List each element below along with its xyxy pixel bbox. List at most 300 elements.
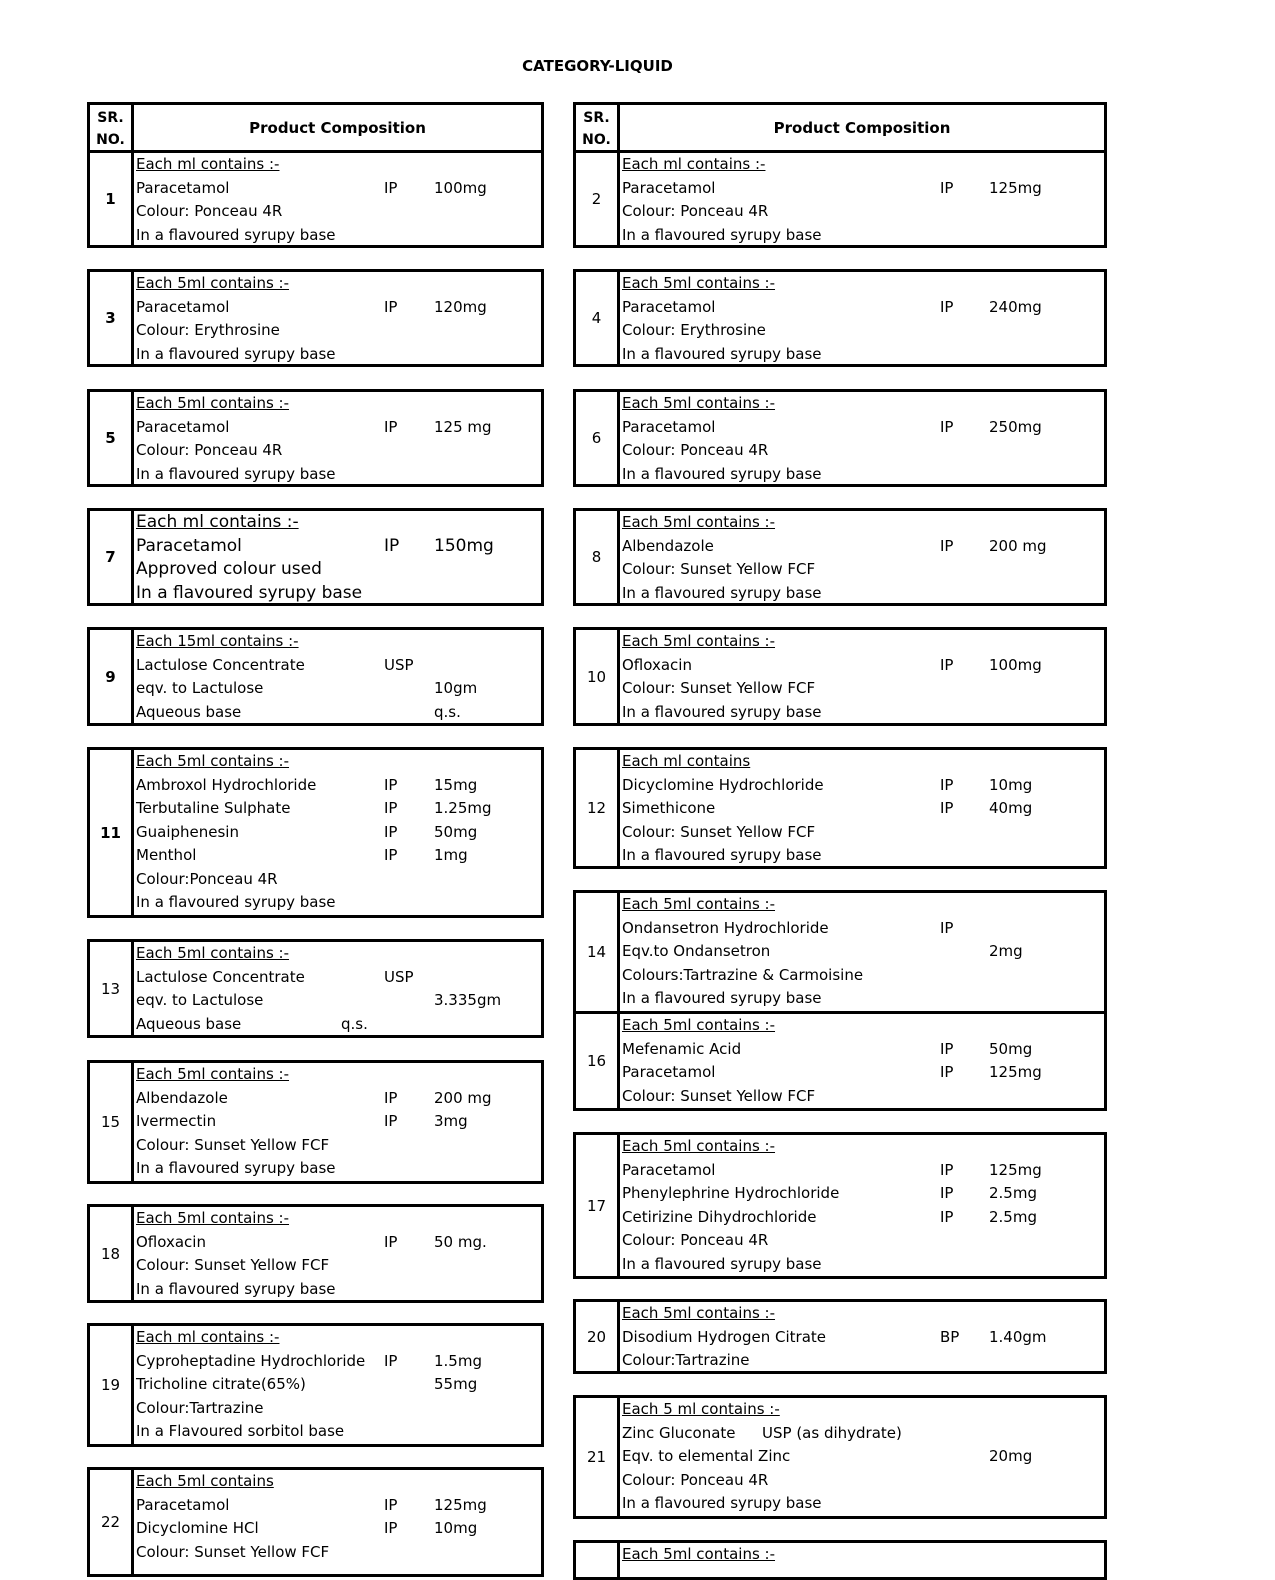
standard-code: IP — [384, 822, 398, 841]
ingredient-name: Eqv.to Ondansetron — [622, 942, 771, 960]
ingredient-name: In a flavoured syrupy base — [136, 225, 336, 244]
product-box — [573, 508, 1107, 606]
ingredient-name: In a flavoured syrupy base — [622, 464, 822, 483]
composition-heading: Each ml contains :- — [136, 155, 280, 173]
composition-line — [622, 177, 1104, 201]
composition-line — [622, 774, 1104, 798]
composition-heading: Each 5ml contains :- — [622, 1545, 776, 1563]
sr-number: 1 — [90, 153, 134, 245]
composition-line — [136, 942, 541, 966]
standard-code: IP — [940, 1039, 954, 1058]
sr-number: 9 — [90, 630, 134, 723]
composition-line — [622, 797, 1104, 821]
ingredient-name: Paracetamol — [136, 1495, 230, 1514]
ingredient-name: Colour:Tartrazine — [622, 1351, 750, 1369]
composition-line — [622, 535, 1104, 559]
product-composition — [134, 1470, 541, 1574]
composition-heading: Each 5ml contains :- — [136, 394, 290, 412]
composition-line — [622, 1253, 1104, 1277]
composition-line — [136, 1350, 541, 1374]
ingredient-name: Colour: Ponceau 4R — [622, 202, 769, 220]
composition-line — [622, 392, 1104, 416]
sr-number: 10 — [576, 630, 620, 723]
standard-code: IP — [940, 799, 954, 817]
standard-code: IP — [384, 846, 398, 864]
standard-code: IP — [940, 536, 954, 555]
ingredient-name: Colour: Sunset Yellow FCF — [622, 560, 816, 578]
composition-line — [136, 654, 541, 678]
composition-heading: Each 5ml contains :- — [622, 394, 776, 412]
composition-heading: Each 5ml contains :- — [136, 1065, 290, 1083]
page-title: CATEGORY-LIQUID — [522, 57, 673, 75]
standard-code: IP — [940, 918, 954, 937]
dose-value: 10mg — [989, 775, 1033, 794]
sr-number: 16 — [576, 1014, 620, 1108]
composition-line — [622, 439, 1104, 463]
ingredient-name: In a flavoured syrupy base — [622, 583, 822, 602]
sr-number: 5 — [90, 392, 134, 484]
sr-no-header: SR. NO. — [576, 105, 620, 150]
ingredient-name: Colour: Sunset Yellow FCF — [622, 679, 816, 697]
ingredient-name: Paracetamol — [136, 417, 230, 436]
composition-line — [136, 1063, 541, 1087]
standard-code: USP — [384, 655, 414, 674]
composition-line — [622, 654, 1104, 678]
composition-line — [136, 701, 541, 725]
composition-line — [622, 1135, 1104, 1159]
sr-number: 12 — [576, 750, 620, 866]
ingredient-name: Colour: Sunset Yellow FCF — [622, 822, 816, 841]
ingredient-name: Cyproheptadine Hydrochloride — [136, 1351, 366, 1370]
dose-value: 20mg — [989, 1447, 1033, 1465]
composition-line — [622, 511, 1104, 535]
composition-heading: Each 5ml contains :- — [622, 274, 776, 292]
composition-heading: Each 5ml contains :- — [136, 274, 290, 292]
composition-line — [136, 1231, 541, 1255]
ingredient-name: Colour: Sunset Yellow FCF — [136, 1256, 330, 1274]
standard-code: IP — [940, 1184, 954, 1202]
dose-value: 2.5mg — [989, 1184, 1037, 1202]
product-box — [87, 1467, 544, 1577]
composition-line — [622, 1159, 1104, 1183]
composition-line — [622, 964, 1104, 988]
sr-number: 7 — [90, 511, 134, 603]
dose-value: 40mg — [989, 799, 1033, 817]
product-box — [87, 389, 544, 487]
product-composition — [620, 272, 1104, 364]
dose-value: 200 mg — [989, 536, 1047, 555]
composition-line — [622, 1326, 1104, 1350]
composition-heading: Each 5 ml contains :- — [622, 1400, 780, 1418]
composition-line — [622, 1014, 1104, 1038]
product-box — [87, 747, 544, 918]
composition-line — [622, 416, 1104, 440]
ingredient-name: Mefenamic Acid — [622, 1039, 742, 1058]
dose-value: q.s. — [434, 702, 461, 721]
composition-line — [622, 558, 1104, 582]
standard-code: IP — [940, 297, 954, 316]
dose-value: 15mg — [434, 775, 478, 794]
ingredient-name: Disodium Hydrogen Citrate — [622, 1327, 826, 1346]
composition-line — [136, 1326, 541, 1350]
product-composition — [134, 153, 541, 245]
composition-line — [136, 582, 541, 606]
ingredient-name: Colour: Ponceau 4R — [622, 1470, 769, 1489]
composition-line — [136, 989, 541, 1013]
ingredient-name: Paracetamol — [622, 1160, 716, 1179]
composition-heading: Each 5ml contains :- — [136, 944, 290, 962]
ingredient-name: Albendazole — [136, 1088, 228, 1107]
product-box — [573, 1395, 1107, 1519]
dose-value: 125mg — [989, 178, 1042, 197]
product-composition — [134, 1207, 541, 1300]
dose-value: 125 mg — [434, 417, 492, 436]
composition-heading: Each 5ml contains :- — [622, 513, 776, 531]
composition-line — [622, 1445, 1104, 1469]
composition-line — [136, 200, 541, 224]
ingredient-name: Cetirizine Dihydrochloride — [622, 1207, 817, 1226]
product-box — [573, 1132, 1107, 1279]
product-box — [573, 627, 1107, 726]
ingredient-name: Colour: Sunset Yellow FCF — [136, 1542, 330, 1561]
standard-code: IP — [940, 178, 954, 197]
composition-line — [622, 224, 1104, 248]
composition-line — [136, 416, 541, 440]
product-box — [87, 939, 544, 1038]
ingredient-name: Aqueous base — [136, 1014, 242, 1033]
composition-line — [136, 868, 541, 892]
ingredient-name: Ofloxacin — [136, 1232, 206, 1251]
composition-line — [622, 343, 1104, 367]
composition-line — [622, 1302, 1104, 1326]
standard-code: IP — [384, 297, 398, 316]
standard-code: IP — [384, 178, 398, 197]
ingredient-name: In a flavoured syrupy base — [622, 989, 822, 1007]
product-box — [573, 389, 1107, 487]
ingredient-name: In a flavoured syrupy base — [622, 1254, 822, 1273]
standard-code: IP — [940, 1160, 954, 1179]
composition-heading: Each ml contains :- — [136, 512, 299, 532]
ingredient-name: Ofloxacin — [622, 655, 692, 674]
dose-value: 120mg — [434, 297, 487, 316]
ingredient-name: Terbutaline Sulphate — [136, 799, 291, 817]
standard-code: IP — [940, 775, 954, 794]
composition-line — [136, 319, 541, 343]
ingredient-name: Dicyclomine HCl — [136, 1519, 259, 1537]
product-composition — [620, 511, 1104, 603]
composition-line — [136, 1278, 541, 1302]
ingredient-name: Menthol — [136, 846, 197, 864]
ingredient-name: Colour: Sunset Yellow FCF — [136, 1135, 330, 1154]
sr-number: 19 — [90, 1326, 134, 1444]
sr-number: 18 — [90, 1207, 134, 1300]
composition-line — [136, 343, 541, 367]
sr-number: 15 — [90, 1063, 134, 1181]
ingredient-name: In a flavoured syrupy base — [622, 702, 822, 721]
sr-number: 6 — [576, 392, 620, 484]
standard-code: IP — [940, 655, 954, 674]
composition-heading: Each 5ml contains :- — [136, 752, 290, 770]
product-box — [573, 1011, 1107, 1111]
sr-no-header: SR. NO. — [90, 105, 134, 150]
composition-line — [622, 296, 1104, 320]
composition-heading: Each 15ml contains :- — [136, 632, 299, 650]
product-box — [87, 1204, 544, 1303]
dose-value: 3mg — [434, 1112, 468, 1130]
composition-line — [136, 1470, 541, 1494]
composition-line — [622, 630, 1104, 654]
composition-line — [622, 272, 1104, 296]
product-composition — [620, 392, 1104, 484]
standard-code: BP — [940, 1327, 960, 1346]
composition-line — [622, 1422, 1104, 1446]
ingredient-name: Colour:Ponceau 4R — [136, 869, 278, 888]
product-composition — [620, 893, 1104, 1011]
composition-line — [622, 1398, 1104, 1422]
ingredient-name: Simethicone — [622, 799, 716, 817]
composition-line — [622, 582, 1104, 606]
ingredient-name: Paracetamol — [622, 297, 716, 316]
ingredient-name: Ivermectin — [136, 1112, 217, 1130]
ingredient-name: Colour: Ponceau 4R — [136, 441, 283, 459]
ingredient-name: Approved colour used — [136, 559, 322, 579]
ingredient-name: eqv. to Lactulose — [136, 991, 264, 1009]
sr-number: 11 — [90, 750, 134, 915]
standard-code: IP — [384, 1519, 398, 1537]
ingredient-name: In a flavoured syrupy base — [136, 1159, 336, 1177]
dose-value: 125mg — [989, 1063, 1042, 1081]
product-composition — [134, 630, 541, 723]
product-composition — [620, 1014, 1104, 1108]
product-composition — [620, 1302, 1104, 1371]
composition-line — [622, 1492, 1104, 1516]
ingredient-name: Colour: Ponceau 4R — [136, 202, 283, 220]
dose-value: 2mg — [989, 942, 1023, 960]
standard-code: IP — [384, 1495, 398, 1514]
standard-code: IP — [384, 1112, 398, 1130]
composition-line — [136, 272, 541, 296]
composition-line — [136, 844, 541, 868]
product-box — [573, 269, 1107, 367]
standard-code: IP — [940, 1063, 954, 1081]
composition-line — [622, 893, 1104, 917]
sr-number: 13 — [90, 942, 134, 1035]
standard-code: IP — [940, 1207, 954, 1226]
dose-value: 50 mg. — [434, 1232, 487, 1251]
product-composition — [620, 630, 1104, 723]
composition-line — [136, 1157, 541, 1181]
product-box — [573, 1540, 1107, 1580]
composition-heading: Each 5ml contains :- — [622, 1137, 776, 1155]
composition-line — [622, 153, 1104, 177]
composition-heading: Each 5ml contains :- — [622, 632, 776, 650]
composition-line — [622, 1469, 1104, 1493]
product-composition — [134, 750, 541, 915]
ingredient-name: In a Flavoured sorbitol base — [136, 1422, 345, 1440]
sr-number: 4 — [576, 272, 620, 364]
composition-line — [622, 1349, 1104, 1373]
product-composition — [134, 1326, 541, 1444]
dose-value: 250mg — [989, 417, 1042, 436]
composition-line — [136, 1517, 541, 1541]
dose-value: 1.25mg — [434, 799, 492, 817]
ingredient-name: Aqueous base — [136, 702, 242, 721]
composition-line — [136, 1373, 541, 1397]
ingredient-name: Paracetamol — [622, 178, 716, 197]
dose-value: 10gm — [434, 679, 478, 697]
product-composition — [134, 1063, 541, 1181]
product-box — [87, 1323, 544, 1447]
ingredient-name: Colour: Erythrosine — [622, 321, 766, 339]
ingredient-name: Colours:Tartrazine & Carmoisine — [622, 965, 864, 984]
composition-heading: Each ml contains :- — [622, 155, 766, 173]
standard-code: IP — [384, 1088, 398, 1107]
composition-line — [622, 917, 1104, 941]
ingredient-name: Phenylephrine Hydrochloride — [622, 1184, 840, 1202]
composition-line — [622, 821, 1104, 845]
ingredient-name: Guaiphenesin — [136, 822, 239, 841]
product-composition — [134, 511, 541, 603]
dose-value: 125mg — [434, 1495, 487, 1514]
composition-heading: Each ml contains — [622, 752, 751, 770]
ingredient-name: Ambroxol Hydrochloride — [136, 775, 317, 794]
dose-value: 1.5mg — [434, 1351, 482, 1370]
product-box — [87, 508, 544, 606]
product-box — [87, 1060, 544, 1184]
composition-line — [136, 1134, 541, 1158]
ingredient-name: Tricholine citrate(65%) — [136, 1375, 306, 1393]
composition-line — [136, 463, 541, 487]
composition-line — [136, 630, 541, 654]
composition-line — [136, 891, 541, 915]
composition-line — [136, 750, 541, 774]
ingredient-name: Albendazole — [622, 536, 714, 555]
sr-number: 22 — [90, 1470, 134, 1574]
composition-line — [622, 987, 1104, 1011]
dose-value: 3.335gm — [434, 991, 502, 1009]
product-box — [573, 150, 1107, 248]
composition-heading: Each 5ml contains :- — [622, 895, 776, 913]
sr-number: 3 — [90, 272, 134, 364]
sr-number: 2 — [576, 153, 620, 245]
dose-value: 200 mg — [434, 1088, 492, 1107]
product-box — [87, 627, 544, 726]
dose-value: 100mg — [434, 178, 487, 197]
standard-code: IP — [384, 1232, 398, 1251]
composition-line — [622, 701, 1104, 725]
ingredient-name: Paracetamol — [136, 535, 242, 556]
ingredient-name: Colour:Tartrazine — [136, 1398, 264, 1417]
ingredient-name: In a flavoured syrupy base — [136, 464, 336, 483]
standard-code: IP — [384, 1351, 398, 1370]
ingredient-name: Colour: Ponceau 4R — [622, 1231, 769, 1249]
composition-line — [136, 1110, 541, 1134]
dose-value: 1mg — [434, 846, 468, 864]
composition-heading: Each 5ml contains :- — [136, 1209, 290, 1227]
composition-line — [622, 200, 1104, 224]
dose-value: 55mg — [434, 1375, 478, 1393]
product-composition — [620, 1543, 1104, 1577]
product-composition — [620, 750, 1104, 866]
composition-line — [136, 1207, 541, 1231]
ingredient-name: In a flavoured syrupy base — [622, 1494, 822, 1512]
standard-code: IP — [940, 417, 954, 436]
composition-line — [622, 1085, 1104, 1109]
ingredient-name: Colour: Erythrosine — [136, 321, 280, 339]
composition-line — [136, 966, 541, 990]
ingredient-name: In a flavoured syrupy base — [622, 344, 822, 363]
ingredient-name: eqv. to Lactulose — [136, 679, 264, 697]
composition-line — [136, 1397, 541, 1421]
standard-note: USP (as dihydrate) — [762, 1423, 902, 1442]
composition-line — [136, 439, 541, 463]
ingredient-name: Lactulose Concentrate — [136, 655, 305, 674]
composition-line — [622, 1061, 1104, 1085]
dose-value: 1.40gm — [989, 1327, 1047, 1346]
sr-number: 21 — [576, 1398, 620, 1516]
ingredient-name: In a flavoured syrupy base — [622, 225, 822, 244]
composition-line — [136, 153, 541, 177]
ingredient-name: Lactulose Concentrate — [136, 967, 305, 986]
product-composition — [620, 1398, 1104, 1516]
product-composition-header: Product Composition — [773, 118, 951, 137]
product-box — [573, 1299, 1107, 1374]
composition-line — [622, 1206, 1104, 1230]
composition-line — [136, 392, 541, 416]
dose-value: 50mg — [434, 822, 478, 841]
composition-line — [136, 224, 541, 248]
composition-line — [136, 1420, 541, 1444]
composition-heading: Each 5ml contains :- — [622, 1016, 776, 1034]
ingredient-name: In a flavoured syrupy base — [136, 344, 336, 363]
composition-line — [136, 535, 541, 559]
standard-code: IP — [384, 775, 398, 794]
composition-line — [622, 1543, 1104, 1567]
product-composition — [134, 392, 541, 484]
composition-line — [622, 750, 1104, 774]
product-box — [87, 150, 544, 248]
composition-line — [136, 511, 541, 535]
dose-value: 150mg — [434, 535, 494, 556]
composition-line — [136, 1494, 541, 1518]
ingredient-name: Paracetamol — [136, 297, 230, 316]
standard-code: IP — [384, 535, 400, 556]
ingredient-name: Eqv. to elemental Zinc — [622, 1447, 791, 1465]
composition-line — [136, 797, 541, 821]
sr-number: 20 — [576, 1302, 620, 1371]
composition-line — [622, 319, 1104, 343]
composition-line — [136, 821, 541, 845]
product-composition — [620, 153, 1104, 245]
composition-heading: Each 5ml contains :- — [622, 1304, 776, 1322]
product-composition-header: Product Composition — [249, 118, 426, 137]
composition-heading: Each ml contains :- — [136, 1328, 280, 1346]
composition-line — [622, 1182, 1104, 1206]
product-box — [87, 269, 544, 367]
composition-line — [622, 1229, 1104, 1253]
product-box — [573, 747, 1107, 869]
qs-value: q.s. — [341, 1014, 368, 1033]
dose-value: 10mg — [434, 1519, 478, 1537]
ingredient-name: Dicyclomine Hydrochloride — [622, 775, 824, 794]
ingredient-name: In a flavoured syrupy base — [136, 1279, 336, 1298]
composition-line — [622, 463, 1104, 487]
standard-code: IP — [384, 799, 398, 817]
product-composition — [134, 272, 541, 364]
ingredient-name: In a flavoured syrupy base — [136, 582, 363, 603]
ingredient-name: Colour: Sunset Yellow FCF — [622, 1086, 816, 1105]
composition-line — [136, 296, 541, 320]
